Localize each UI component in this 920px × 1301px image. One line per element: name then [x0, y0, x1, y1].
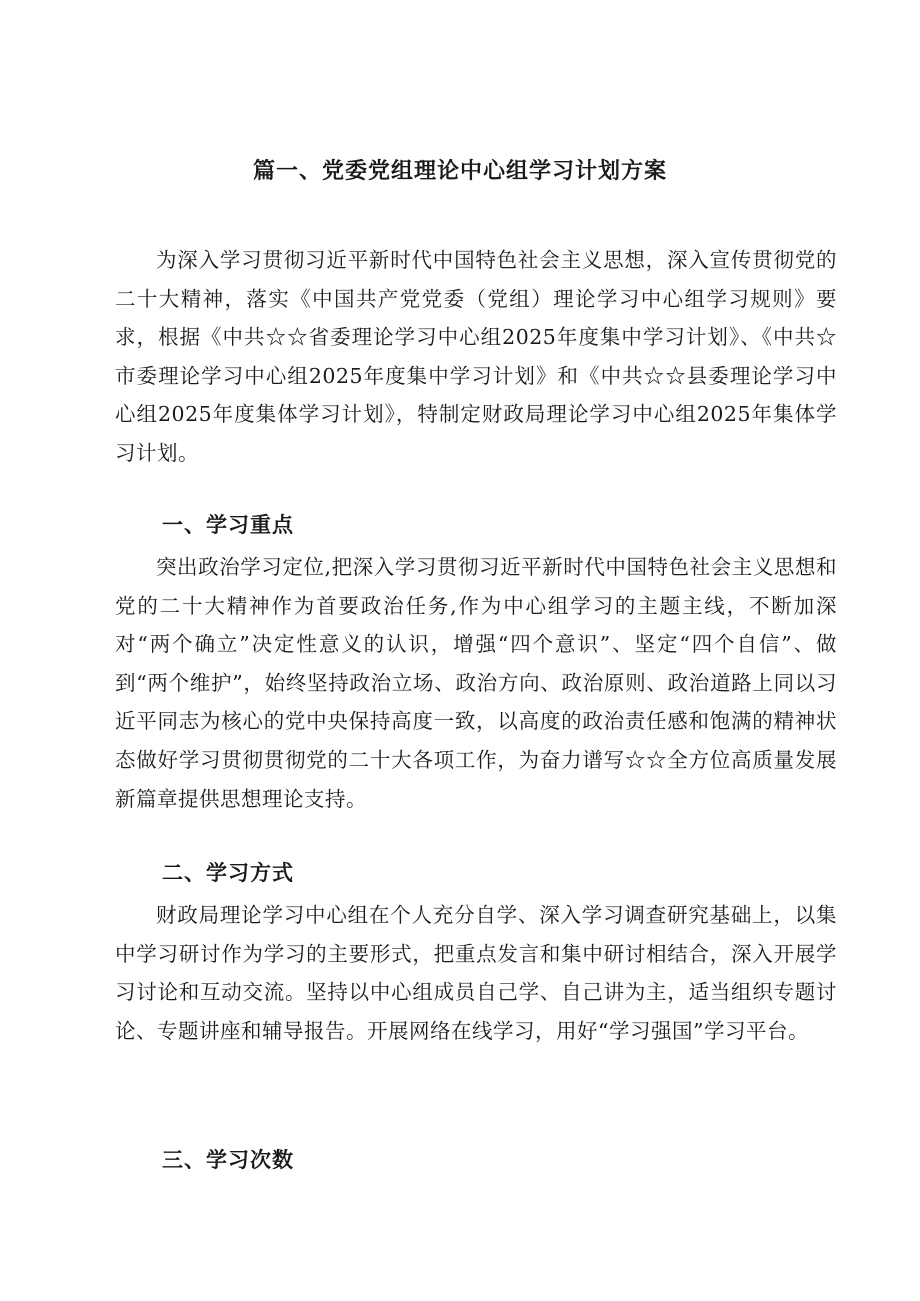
section-heading-study-focus: 一、学习重点 [162, 513, 294, 537]
section-heading-study-method: 二、学习方式 [162, 861, 294, 885]
section-body-study-focus: 突出政治学习定位,把深入学习贯彻习近平新时代中国特色社会主义思想和党的二十大精神作为首要政治任务,作为中心组学习的主题主线，不断加深对“两个确立”决定性意义的认识，增强“四个意识”、坚定“四个自信”、做到“两个维护”，始终坚持政治立场、政治方向、政治原则、政治道路上同以习近平同志为核心的党中央保持高度一致，以高度的政治责任感和饱满的精神状态做好学习贯彻贯彻党的二十大各项工作，为奋力谱写☆☆全方位高质量发展新篇章提供思想理论支持。 [115, 555, 837, 811]
document-title: 篇一、党委党组理论中心组学习计划方案 [252, 159, 667, 184]
section-body-study-method: 财政局理论学习中心组在个人充分自学、深入学习调查研究基础上，以集中学习研讨作为学习的主要形式，把重点发言和集中研讨相结合，深入开展学习讨论和互动交流。坚持以中心组成员自己学、自己讲为主，适当组织专题讨论、专题讲座和辅导报告。开展网络在线学习，用好“学习强国”学习平台。 [115, 903, 837, 1043]
intro-paragraph: 为深入学习贯彻习近平新时代中国特色社会主义思想，深入宣传贯彻党的二十大精神，落实《中国共产党党委（党组）理论学习中心组学习规则》要求，根据《中共☆☆省委理论学习中心组2025年度集中学习计划》、《中共☆市委理论学习中心组2025年度集中学习计划》和《中共☆☆县委理论学习中心组2025年度集体学习计划》，特制定财政局理论学习中心组2025年集体学习计划。 [115, 248, 837, 465]
section-heading-study-frequency: 三、学习次数 [162, 1148, 294, 1172]
